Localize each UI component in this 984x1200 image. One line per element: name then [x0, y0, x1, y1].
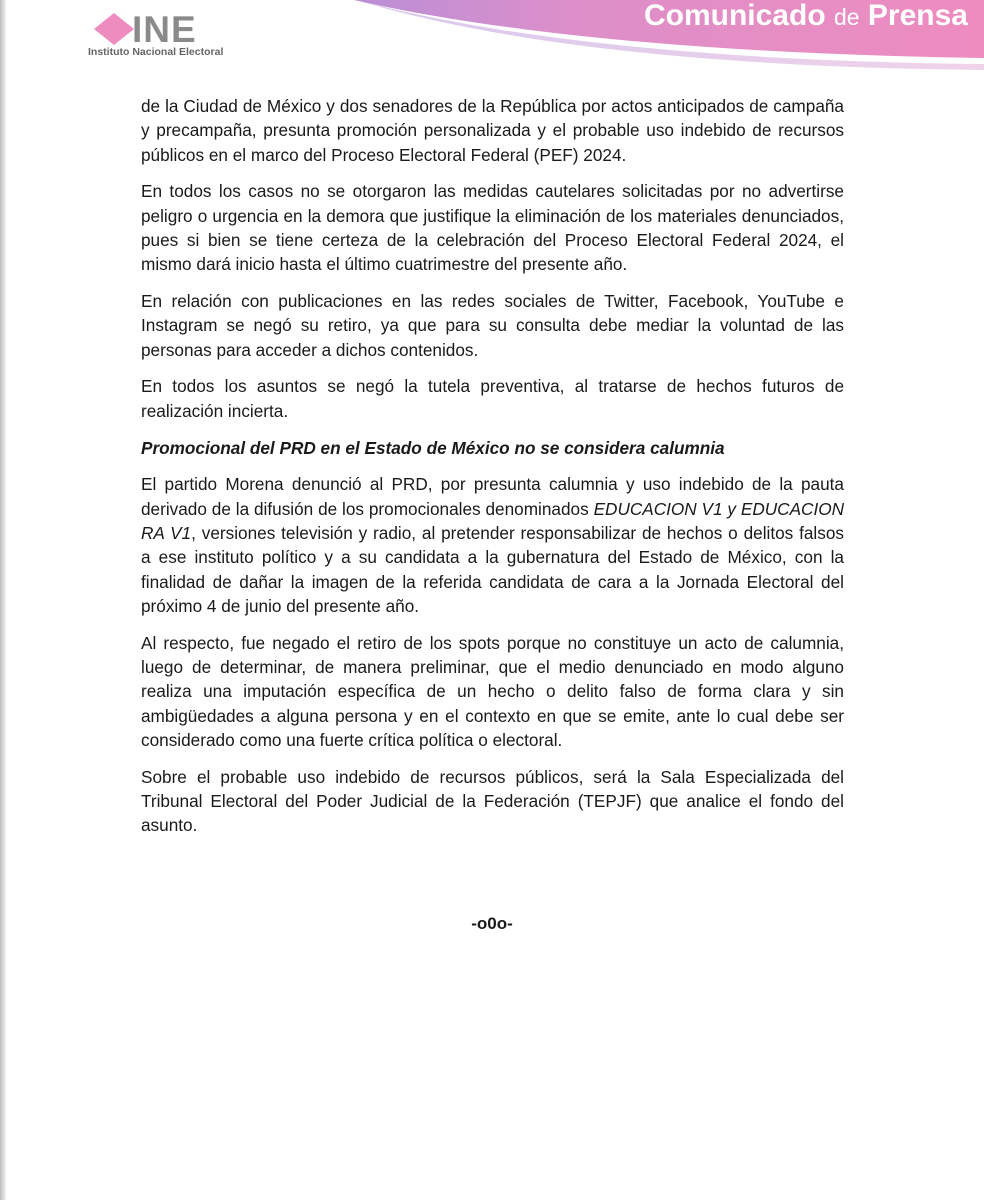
ine-logo: [88, 9, 248, 62]
paragraph-6: Al respecto, fue negado el retiro de los spots porque no constituye un acto de calumnia, luego de determinar, de manera preliminar, que el medio denunciado en modo alguno realiza una imputación específica de un hecho o delito falso de forma clara y sin ambigüedades a alguna persona y en el contexto en que se emite, ante lo cual debe ser considerado como una fuerte crítica política o electoral.: [141, 632, 844, 750]
logo-subtitle: Instituto Nacional Electoral: [88, 46, 224, 58]
banner-title-word-de: de: [833, 4, 860, 30]
paragraph-5: [141, 472, 844, 618]
paragraph-5-promo-names: EDUCACION V1 y EDUCACION RA V1: [141, 498, 845, 543]
paragraph-1: de la Ciudad de México y dos senadores de la República por actos anticipados de campaña y precampaña, presunta promoción personalizada y el probable uso indebido de recursos públicos en el marco del Proceso Electoral Federal (PEF) 2024.: [141, 96, 844, 165]
ine-diamond-icon: [94, 13, 134, 45]
logo-wordmark: INE: [132, 9, 197, 50]
paragraph-4: En todos los asuntos se negó la tutela preventiva, al tratarse de hechos futuros de realización incierta.: [141, 376, 844, 421]
closing-mark: -o0o-: [471, 914, 513, 933]
page-edge-shadow: [0, 0, 6, 1200]
paragraph-3: En relación con publicaciones en las redes sociales de Twitter, Facebook, YouTube e Instagram se negó su retiro, ya que para su consulta debe mediar la voluntad de las personas para acceder a dichos contenidos.: [141, 291, 844, 360]
section-subheading: Promocional del PRD en el Estado de México no se considera calumnia: [141, 437, 725, 458]
press-release-body: [141, 94, 844, 850]
paragraph-5-text-b: , versiones televisión y radio, al pretender responsabilizar de hechos o delitos falsos a ese instituto político y a su candidata a la gubernatura del Estado de México, con la finalidad de dañar la imagen de la referida candidata de cara a la Jornada Electoral del próximo 4 de junio del presente año.: [141, 522, 844, 616]
banner-title-word-comunicado: Comunicado: [643, 0, 826, 32]
banner-title-word-prensa: Prensa: [867, 0, 968, 32]
paragraph-5-text-a: El partido Morena denunció al PRD, por presunta calumnia y uso indebido de la pauta derivado de la difusión de los promocionales denominados: [141, 474, 844, 519]
paragraph-2: En todos los casos no se otorgaron las medidas cautelares solicitadas por no advertirse peligro o urgencia en la demora que justifique la eliminación de los materiales denunciados, pues si bien se tiene certeza de la celebración del Proceso Electoral Federal 2024, el mismo dará inicio hasta el último cuatrimestre del presente año.: [141, 181, 844, 275]
banner-title: [644, 0, 968, 33]
page-header: [0, 0, 984, 70]
paragraph-7: Sobre el probable uso indebido de recursos públicos, será la Sala Especializada del Tribunal Electoral del Poder Judicial de la Federación (TEPJF) que analice el fondo del asunto.: [141, 766, 844, 836]
